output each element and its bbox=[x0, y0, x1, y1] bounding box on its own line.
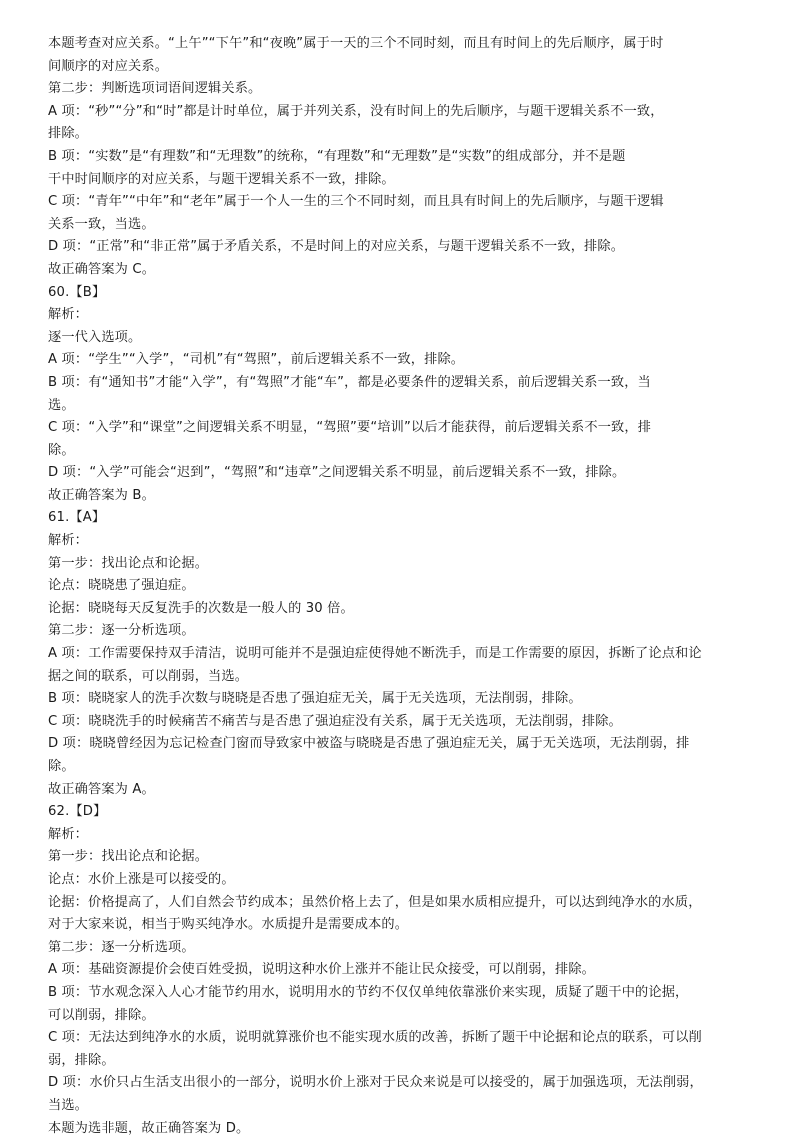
text-line: 解析： bbox=[48, 530, 748, 553]
text-line: B 项：“实数”是“有理数”和“无理数”的统称，“有理数”和“无理数”是“实数”的组成部分，并不是题 bbox=[48, 146, 748, 169]
text-line: B 项：有“通知书”才能“入学”，有“驾照”才能“车”，都是必要条件的逻辑关系，前后逻辑关系一致，当 bbox=[48, 372, 748, 395]
text-line: 第一步：找出论点和论据。 bbox=[48, 846, 748, 869]
text-line: 解析： bbox=[48, 304, 748, 327]
text-line: 论点：晓晓患了强迫症。 bbox=[48, 575, 748, 598]
text-line: A 项：工作需要保持双手清洁，说明可能并不是强迫症使得她不断洗手，而是工作需要的原因，拆断了论点和论 bbox=[48, 643, 748, 666]
text-line: 62.【D】 bbox=[48, 801, 748, 824]
text-line: 关系一致，当选。 bbox=[48, 214, 748, 237]
text-line: 选。 bbox=[48, 395, 748, 418]
text-line: B 项：晓晓家人的洗手次数与晓晓是否患了强迫症无关，属于无关选项，无法削弱，排除。 bbox=[48, 688, 748, 711]
text-line: 论据：价格提高了，人们自然会节约成本；虽然价格上去了，但是如果水质相应提升，可以达到纯净水的水质， bbox=[48, 892, 748, 915]
text-line: 61.【A】 bbox=[48, 507, 748, 530]
text-line: 弱，排除。 bbox=[48, 1050, 748, 1073]
text-line: 第一步：找出论点和论据。 bbox=[48, 553, 748, 576]
text-line: 本题为选非题，故正确答案为 D。 bbox=[48, 1118, 748, 1140]
text-line: C 项：“入学”和“课堂”之间逻辑关系不明显，“驾照”要“培训”以后才能获得，前后逻辑关系不一致，排 bbox=[48, 417, 748, 440]
text-line: 逐一代入选项。 bbox=[48, 327, 748, 350]
text-line: 干中时间顺序的对应关系，与题干逻辑关系不一致，排除。 bbox=[48, 169, 748, 192]
text-line: 解析： bbox=[48, 824, 748, 847]
text-line: 对于大家来说，相当于购买纯净水。水质提升是需要成本的。 bbox=[48, 914, 748, 937]
text-line: D 项：晓晓曾经因为忘记检查门窗而导致家中被盗与晓晓是否患了强迫症无关，属于无关选项，无法削弱，排 bbox=[48, 733, 748, 756]
text-line: 论据：晓晓每天反复洗手的次数是一般人的 30 倍。 bbox=[48, 598, 748, 621]
text-line: 故正确答案为 B。 bbox=[48, 485, 748, 508]
text-line: 间顺序的对应关系。 bbox=[48, 56, 748, 79]
text-line: 除。 bbox=[48, 440, 748, 463]
text-line: 除。 bbox=[48, 756, 748, 779]
text-line: 故正确答案为 C。 bbox=[48, 259, 748, 282]
text-line: 第二步：逐一分析选项。 bbox=[48, 620, 748, 643]
text-line: 本题考查对应关系。“上午”“下午”和“夜晚”属于一天的三个不同时刻，而且有时间上的先后顺序，属于时 bbox=[48, 33, 748, 56]
text-line: 当选。 bbox=[48, 1095, 748, 1118]
text-line: A 项：“学生”“入学”，“司机”有“驾照”，前后逻辑关系不一致，排除。 bbox=[48, 349, 748, 372]
text-line: 故正确答案为 A。 bbox=[48, 779, 748, 802]
text-line: 第二步：判断选项词语间逻辑关系。 bbox=[48, 78, 748, 101]
text-line: 60.【B】 bbox=[48, 282, 748, 305]
text-line: D 项：水价只占生活支出很小的一部分，说明水价上涨对于民众来说是可以接受的，属于加强选项，无法削弱， bbox=[48, 1072, 748, 1095]
text-line: A 项：基础资源提价会使百姓受损，说明这种水价上涨并不能让民众接受，可以削弱，排除。 bbox=[48, 959, 748, 982]
text-line: 第二步：逐一分析选项。 bbox=[48, 937, 748, 960]
text-line: 据之间的联系，可以削弱，当选。 bbox=[48, 666, 748, 689]
text-line: 排除。 bbox=[48, 123, 748, 146]
text-line: C 项：无法达到纯净水的水质，说明就算涨价也不能实现水质的改善，拆断了题干中论据和论点的联系，可以削 bbox=[48, 1027, 748, 1050]
text-line: D 项：“正常”和“非正常”属于矛盾关系，不是时间上的对应关系，与题干逻辑关系不一致，排除。 bbox=[48, 236, 748, 259]
text-line: C 项：“青年”“中年”和“老年”属于一个人一生的三个不同时刻，而且具有时间上的先后顺序，与题干逻辑 bbox=[48, 191, 748, 214]
text-line: B 项：节水观念深入人心才能节约用水，说明用水的节约不仅仅单纯依靠涨价来实现，质疑了题干中的论据， bbox=[48, 982, 748, 1005]
text-line: D 项：“入学”可能会“迟到”，“驾照”和“违章”之间逻辑关系不明显，前后逻辑关系不一致，排除。 bbox=[48, 462, 748, 485]
text-line: 论点：水价上涨是可以接受的。 bbox=[48, 869, 748, 892]
text-line: 可以削弱，排除。 bbox=[48, 1005, 748, 1028]
text-line: A 项：“秒”“分”和“时”都是计时单位，属于并列关系，没有时间上的先后顺序，与题干逻辑关系不一致， bbox=[48, 101, 748, 124]
text-line: C 项：晓晓洗手的时候痛苦不痛苦与是否患了强迫症没有关系，属于无关选项，无法削弱，排除。 bbox=[48, 711, 748, 734]
